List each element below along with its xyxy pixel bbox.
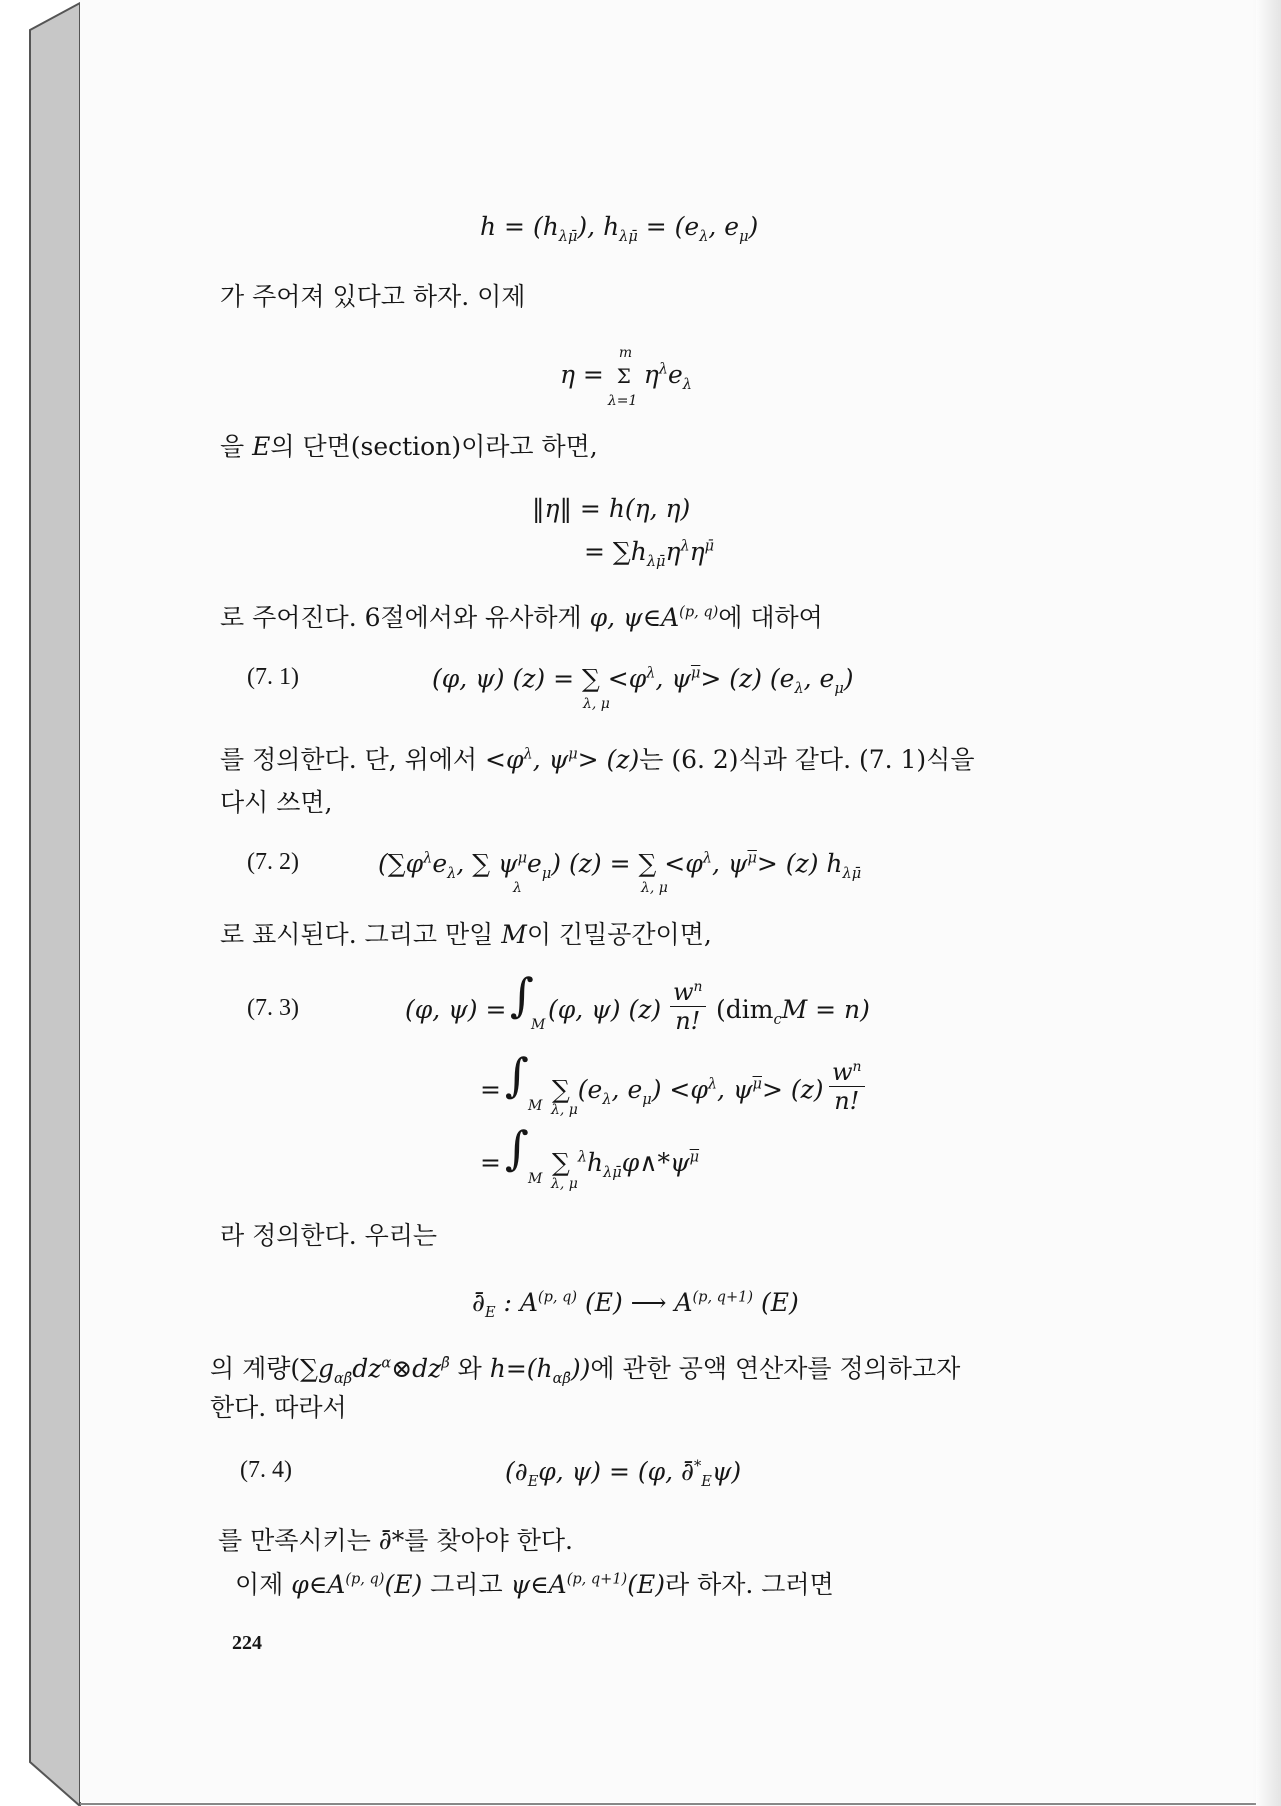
text-line: 를 정의한다. 단, 위에서 $<\varphi^\lambda$, $\psi^\mu> (z)$는 (6. 2)식과 같다. (7. 1)식을 — [220, 745, 975, 774]
text-line: 을 E의 단면(section)이라고 하면, — [220, 432, 598, 461]
page-shadow — [1253, 0, 1281, 1806]
text-line: 라 정의한다. 우리는 — [220, 1221, 438, 1250]
equation-number: (7. 1) — [247, 664, 299, 690]
equation-number: (7. 4) — [240, 1457, 292, 1483]
page-number: 224 — [232, 1632, 262, 1654]
equation-7-1: (φ, ψ) (z) = ∑ $<\varphi^\lambda$, $\psi^{\overline{\mu}}> (z)$ ($e_\lambda$, $e_\mu$) — [432, 664, 854, 697]
text-line: 한다. 따라서 — [210, 1393, 347, 1422]
equation-7-3-row1-body: (φ, ψ) (z) — [548, 995, 662, 1024]
text-line: 로 주어진다. 6절에서와 유사하게 φ, $\psi\in A^{(p, q)}$에 대하여 — [220, 603, 823, 632]
text-line: 로 표시된다. 그리고 만일 M이 긴밀공간이면, — [220, 920, 712, 949]
equation-7-2: ($\sum\varphi^\lambda e_\lambda$, ∑ $\psi^\mu e_\mu$) (z) = ∑ $<\varphi^\lambda$, $\psi^{\overline{\mu}}> (z)$ $h_{\lambda\mū}$ — [378, 849, 862, 882]
equation-7-3-row2-eq: = — [480, 1075, 501, 1104]
equation-number: (7. 3) — [247, 995, 299, 1021]
equation-norm-line2: = $\sum h_{\lambda\mū}\eta^\lambda\eta^{\mū}$ — [584, 537, 715, 570]
equation-7-3-row1: (φ, ψ) = — [405, 995, 507, 1024]
fraction-wn-over-nfact: $\frac{w^n}{n!}$ — [829, 1058, 865, 1115]
integral-sign: ∫ — [510, 968, 534, 1022]
fraction-wn-over-nfact: $\frac{w^n}{n!}$ — [670, 978, 706, 1035]
integral-sign: ∫ — [505, 1121, 529, 1175]
text-line: 를 만족시키는 ∂̄*를 찾아야 한다. — [218, 1526, 573, 1555]
sum-limits: λ, μ — [641, 880, 668, 896]
equation-norm-line1: ‖η‖ = h(η, η) — [532, 494, 691, 523]
equation-7-3-row3: ∑ $^\lambda h_{\lambda\mū}\varphi\wedge*\psi^{\overline{\mu}}$ — [552, 1148, 700, 1181]
equation-dbar-operator: $\partial̄_E$ : A$^{(p, q)}$ (E) ⟶ $A^{(p, q+1)}$ (E) — [472, 1288, 799, 1321]
integral-sign: ∫ — [505, 1048, 529, 1102]
equation-7-3-row2: ∑ ($e_\lambda$, $e_\mu) <\varphi^\lambda$, $\psi^{\overline{\mu}}> (z)$ — [552, 1075, 824, 1108]
integral-domain: M — [531, 1017, 546, 1033]
text-line: 다시 쓰면, — [220, 788, 333, 817]
text-line: 가 주어져 있다고 하자. 이제 — [220, 282, 526, 311]
integral-domain: M — [528, 1098, 543, 1114]
equation-7-4: ($\partial_E\varphi$, ψ) = (φ, $\partial̄^*_E\psi$) — [505, 1457, 742, 1490]
text-line: 이제 $\varphi\in A^{(p, q)}(E)$ 그리고 $\psi\in A^{(p, q+1)}(E)$라 하자. 그러면 — [235, 1570, 834, 1599]
equation-eta-sum: η = m Σ λ=1 $\eta^\lambda e_\lambda$ — [560, 345, 692, 409]
equation-number: (7. 2) — [247, 849, 299, 875]
sum-limits: λ, μ — [551, 1176, 578, 1192]
sum-limits: λ — [513, 880, 522, 896]
integral-domain: M — [528, 1171, 543, 1187]
equation-7-3-dim: (dim$_c$M = n) — [716, 995, 870, 1028]
sum-limits: λ, μ — [551, 1102, 578, 1118]
sum-limits: λ, μ — [583, 696, 610, 712]
equation-h-definition: $h = (h_{\lambda\mū})$, $h_{\lambda\mū} = (e_\lambda$, $e_\mu$) — [480, 212, 759, 245]
equation-7-3-row3-eq: = — [480, 1148, 501, 1177]
text-line: 의 계량($\sum g_{\alpha\betā}dz^\alpha\otimes dz^{\betā}$ 와 $h=(h_{\alpha\betā})$)에 관한 공액 연산자를 정의하고자 — [210, 1354, 961, 1387]
